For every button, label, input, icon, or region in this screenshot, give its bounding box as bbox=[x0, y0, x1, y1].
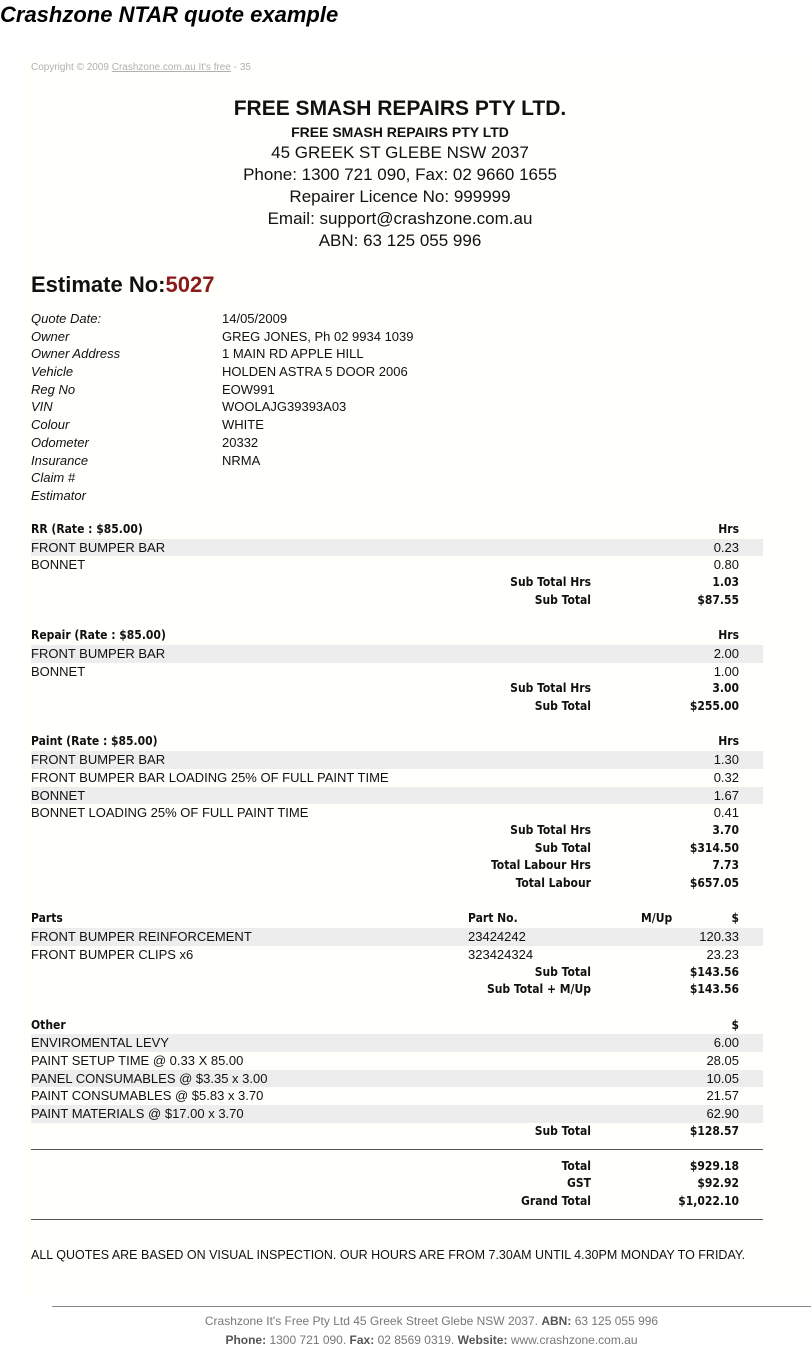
line-item-row bbox=[31, 787, 763, 805]
column-header: Hrs bbox=[718, 522, 739, 536]
company-address: 45 GREEK ST GLEBE NSW 2037 bbox=[271, 143, 529, 162]
totals-divider-top bbox=[31, 1149, 763, 1150]
detail-row bbox=[31, 469, 414, 487]
section-heading: Paint (Rate : $85.00) bbox=[31, 734, 158, 749]
document-title: Crashzone NTAR quote example bbox=[0, 2, 339, 27]
item-hours: 1.30 bbox=[713, 752, 739, 768]
footer-phone-label: Phone: bbox=[225, 1333, 267, 1347]
subtotal-row bbox=[31, 680, 763, 698]
company-licence: Repairer Licence No: 999999 bbox=[289, 187, 511, 206]
detail-label: Vehicle bbox=[31, 364, 74, 380]
copyright-notice bbox=[31, 62, 251, 73]
grand-total-row bbox=[31, 1193, 763, 1211]
total-labour-value: $657.05 bbox=[689, 876, 739, 890]
footer-abn: 63 125 055 996 bbox=[574, 1314, 659, 1328]
item-description: BONNET bbox=[31, 557, 86, 573]
detail-row bbox=[31, 310, 414, 328]
detail-value: 1 MAIN RD APPLE HILL bbox=[222, 346, 364, 362]
detail-value: WOOLAJG39393A03 bbox=[222, 399, 347, 415]
subtotal-row bbox=[31, 822, 763, 840]
total-labour-label: Total Labour bbox=[515, 876, 591, 890]
detail-value: GREG JONES, Ph 02 9934 1039 bbox=[222, 328, 414, 344]
detail-row bbox=[31, 398, 414, 416]
footer-line-1 bbox=[52, 1314, 811, 1328]
footer-company: Crashzone It's Free Pty Ltd 45 Greek Street Glebe NSW 2037. bbox=[204, 1314, 538, 1328]
item-description: ENVIROMENTAL LEVY bbox=[31, 1035, 169, 1051]
subtotal-value: $128.57 bbox=[689, 1123, 739, 1138]
column-header-amount: $ bbox=[731, 911, 739, 926]
footer-line-2 bbox=[52, 1333, 811, 1347]
item-hours: 0.32 bbox=[713, 769, 739, 785]
subtotal-value: $314.50 bbox=[689, 840, 739, 855]
detail-value: WHITE bbox=[222, 417, 264, 433]
company-name-large: FREE SMASH REPAIRS PTY LTD. bbox=[233, 97, 567, 120]
column-header: Hrs bbox=[718, 628, 739, 643]
total-value: $929.18 bbox=[689, 1158, 739, 1173]
footer-divider bbox=[52, 1306, 811, 1307]
detail-label: Odometer bbox=[31, 434, 89, 450]
detail-row bbox=[31, 434, 414, 452]
item-hours: 0.80 bbox=[713, 557, 739, 573]
total-label: Total bbox=[561, 1158, 591, 1173]
footer-web[interactable]: www.crashzone.com.au bbox=[510, 1333, 638, 1347]
item-hours: 2.00 bbox=[713, 645, 739, 661]
total-row bbox=[31, 1158, 763, 1176]
copyright-link[interactable]: Crashzone.com.au It's free bbox=[111, 62, 231, 73]
detail-row bbox=[31, 487, 414, 505]
subtotal-row bbox=[31, 592, 763, 610]
line-item-row bbox=[31, 663, 763, 681]
detail-value: 20332 bbox=[222, 434, 259, 450]
total-row bbox=[31, 875, 763, 893]
line-item-row bbox=[31, 645, 763, 663]
item-hours: 1.67 bbox=[713, 787, 739, 803]
column-header: Hrs bbox=[718, 734, 739, 749]
detail-label: VIN bbox=[31, 399, 53, 415]
item-amount: 23.23 bbox=[706, 946, 739, 962]
gst-row bbox=[31, 1175, 763, 1193]
item-amount: 10.05 bbox=[706, 1070, 739, 1086]
section-header-row bbox=[31, 1017, 763, 1035]
line-item-row bbox=[31, 946, 763, 964]
subtotal-row bbox=[31, 698, 763, 716]
subtotal-hrs-value: 3.00 bbox=[712, 681, 739, 696]
column-header-partno: Part No. bbox=[468, 911, 518, 926]
detail-value: EOW991 bbox=[222, 381, 275, 397]
detail-row bbox=[31, 345, 414, 363]
subtotal-label: Sub Total bbox=[534, 840, 591, 855]
company-name-small: FREE SMASH REPAIRS PTY LTD bbox=[291, 124, 509, 140]
item-description: FRONT BUMPER REINFORCEMENT bbox=[31, 929, 252, 945]
grand-total-value: $1,022.10 bbox=[678, 1193, 739, 1208]
item-amount: 28.05 bbox=[706, 1053, 739, 1068]
detail-value: 14/05/2009 bbox=[222, 311, 288, 326]
subtotal-label: Sub Total bbox=[534, 1123, 591, 1138]
detail-row bbox=[31, 452, 414, 470]
detail-label: Claim # bbox=[31, 470, 76, 486]
item-description: BONNET bbox=[31, 663, 86, 679]
line-item-row bbox=[31, 804, 763, 822]
detail-label: Owner Address bbox=[31, 346, 121, 362]
column-header: $ bbox=[731, 1017, 739, 1032]
subtotal-label: Sub Total bbox=[534, 592, 591, 607]
total-labour-hrs-value: 7.73 bbox=[712, 858, 739, 873]
item-hours: 0.23 bbox=[713, 539, 739, 555]
subtotal-hrs-value: 3.70 bbox=[712, 822, 739, 837]
detail-value: NRMA bbox=[222, 452, 261, 468]
subtotal-row bbox=[31, 1123, 763, 1141]
item-description: FRONT BUMPER BAR bbox=[31, 645, 166, 661]
section-heading: Other bbox=[31, 1017, 66, 1032]
subtotal-label: Sub Total bbox=[534, 699, 591, 713]
section-header-row bbox=[31, 733, 763, 751]
section-header-row bbox=[31, 910, 763, 928]
grand-total-label: Grand Total bbox=[521, 1193, 591, 1208]
company-phone: Phone: 1300 721 090, Fax: 02 9660 1655 bbox=[243, 165, 557, 184]
subtotal-row bbox=[31, 981, 763, 999]
footer-web-label: Website: bbox=[457, 1333, 508, 1347]
item-amount: 120.33 bbox=[699, 929, 739, 945]
company-header bbox=[130, 96, 670, 252]
line-item-row bbox=[31, 1070, 763, 1088]
footer-fax: 02 8569 0319. bbox=[377, 1333, 455, 1347]
subtotal-hrs-label: Sub Total Hrs bbox=[510, 681, 591, 696]
item-description: FRONT BUMPER CLIPS x6 bbox=[31, 946, 194, 962]
company-email: Email: support@crashzone.com.au bbox=[267, 209, 533, 228]
footer-fax-label: Fax: bbox=[349, 1333, 375, 1347]
line-item-row bbox=[31, 1052, 763, 1070]
footer-phone: 1300 721 090. bbox=[269, 1333, 347, 1347]
item-description: PAINT SETUP TIME @ 0.33 X 85.00 bbox=[31, 1053, 244, 1068]
detail-row bbox=[31, 363, 414, 381]
footer-abn-label: ABN: bbox=[541, 1314, 572, 1328]
gst-label: GST bbox=[567, 1176, 591, 1191]
column-header-mup: M/Up bbox=[641, 911, 673, 926]
item-part-number: 23424242 bbox=[468, 929, 526, 945]
section-header-row bbox=[31, 627, 763, 645]
section-heading: RR (Rate : $85.00) bbox=[31, 522, 143, 536]
estimate-heading bbox=[31, 272, 214, 298]
subtotal-value: $143.56 bbox=[689, 964, 739, 979]
copyright-prefix: Copyright © 2009 bbox=[31, 62, 109, 73]
gst-value: $92.92 bbox=[697, 1176, 739, 1191]
estimate-number: 5027 bbox=[165, 272, 215, 297]
item-description: FRONT BUMPER BAR bbox=[31, 752, 166, 768]
line-item-row bbox=[31, 1105, 763, 1123]
detail-label: Estimator bbox=[31, 487, 86, 503]
quote-details bbox=[31, 310, 414, 505]
subtotal-row bbox=[31, 574, 763, 592]
subtotal-mup-value: $143.56 bbox=[689, 982, 739, 997]
line-item-row bbox=[31, 1034, 763, 1052]
company-abn: ABN: 63 125 055 996 bbox=[318, 231, 482, 250]
total-row bbox=[31, 857, 763, 875]
subtotal-row bbox=[31, 964, 763, 982]
subtotal-mup-label: Sub Total + M/Up bbox=[486, 982, 591, 997]
subtotal-value: $255.00 bbox=[689, 699, 739, 713]
item-description: BONNET LOADING 25% OF FULL PAINT TIME bbox=[31, 805, 309, 821]
line-item-row bbox=[31, 539, 763, 557]
line-item-row bbox=[31, 1087, 763, 1105]
footnote: ALL QUOTES ARE BASED ON VISUAL INSPECTION. OUR HOURS ARE FROM 7.30AM UNTIL 4.30PM MONDAY TO FRIDAY. bbox=[31, 1248, 746, 1262]
detail-label: Reg No bbox=[31, 381, 76, 397]
subtotal-hrs-label: Sub Total Hrs bbox=[510, 822, 591, 837]
item-description: PANEL CONSUMABLES @ $3.35 x 3.00 bbox=[31, 1070, 268, 1086]
estimate-label: Estimate No: bbox=[31, 272, 166, 297]
subtotal-hrs-label: Sub Total Hrs bbox=[510, 575, 591, 590]
section-header-row bbox=[31, 521, 763, 539]
line-item-row bbox=[31, 928, 763, 946]
detail-label: Owner bbox=[31, 328, 70, 344]
item-description: FRONT BUMPER BAR bbox=[31, 539, 166, 555]
line-item-row bbox=[31, 751, 763, 769]
item-description: FRONT BUMPER BAR LOADING 25% OF FULL PAINT TIME bbox=[31, 769, 389, 785]
detail-label: Quote Date: bbox=[31, 311, 102, 326]
item-amount: 6.00 bbox=[713, 1035, 739, 1051]
line-item-row bbox=[31, 769, 763, 787]
item-description: PAINT MATERIALS @ $17.00 x 3.70 bbox=[31, 1106, 244, 1122]
detail-row bbox=[31, 381, 414, 399]
line-item-row bbox=[31, 556, 763, 574]
section-heading: Repair (Rate : $85.00) bbox=[31, 628, 166, 643]
subtotal-label: Sub Total bbox=[534, 964, 591, 979]
item-hours: 0.41 bbox=[713, 805, 739, 821]
item-amount: 21.57 bbox=[706, 1088, 739, 1104]
item-description: PAINT CONSUMABLES @ $5.83 x 3.70 bbox=[31, 1088, 264, 1104]
detail-row bbox=[31, 416, 414, 434]
subtotal-row bbox=[31, 840, 763, 858]
detail-value: HOLDEN ASTRA 5 DOOR 2006 bbox=[222, 364, 408, 380]
subtotal-hrs-value: 1.03 bbox=[712, 575, 739, 590]
section-heading: Parts bbox=[31, 911, 63, 926]
item-part-number: 323424324 bbox=[468, 946, 534, 962]
item-description: BONNET bbox=[31, 787, 86, 803]
subtotal-value: $87.55 bbox=[697, 592, 739, 607]
item-amount: 62.90 bbox=[706, 1106, 739, 1122]
detail-row bbox=[31, 328, 414, 346]
detail-label: Insurance bbox=[31, 452, 89, 468]
item-hours: 1.00 bbox=[713, 663, 739, 679]
totals-divider-bottom bbox=[31, 1219, 763, 1220]
total-labour-hrs-label: Total Labour Hrs bbox=[491, 858, 591, 873]
detail-label: Colour bbox=[31, 417, 70, 433]
copyright-suffix: - 35 bbox=[233, 62, 251, 73]
